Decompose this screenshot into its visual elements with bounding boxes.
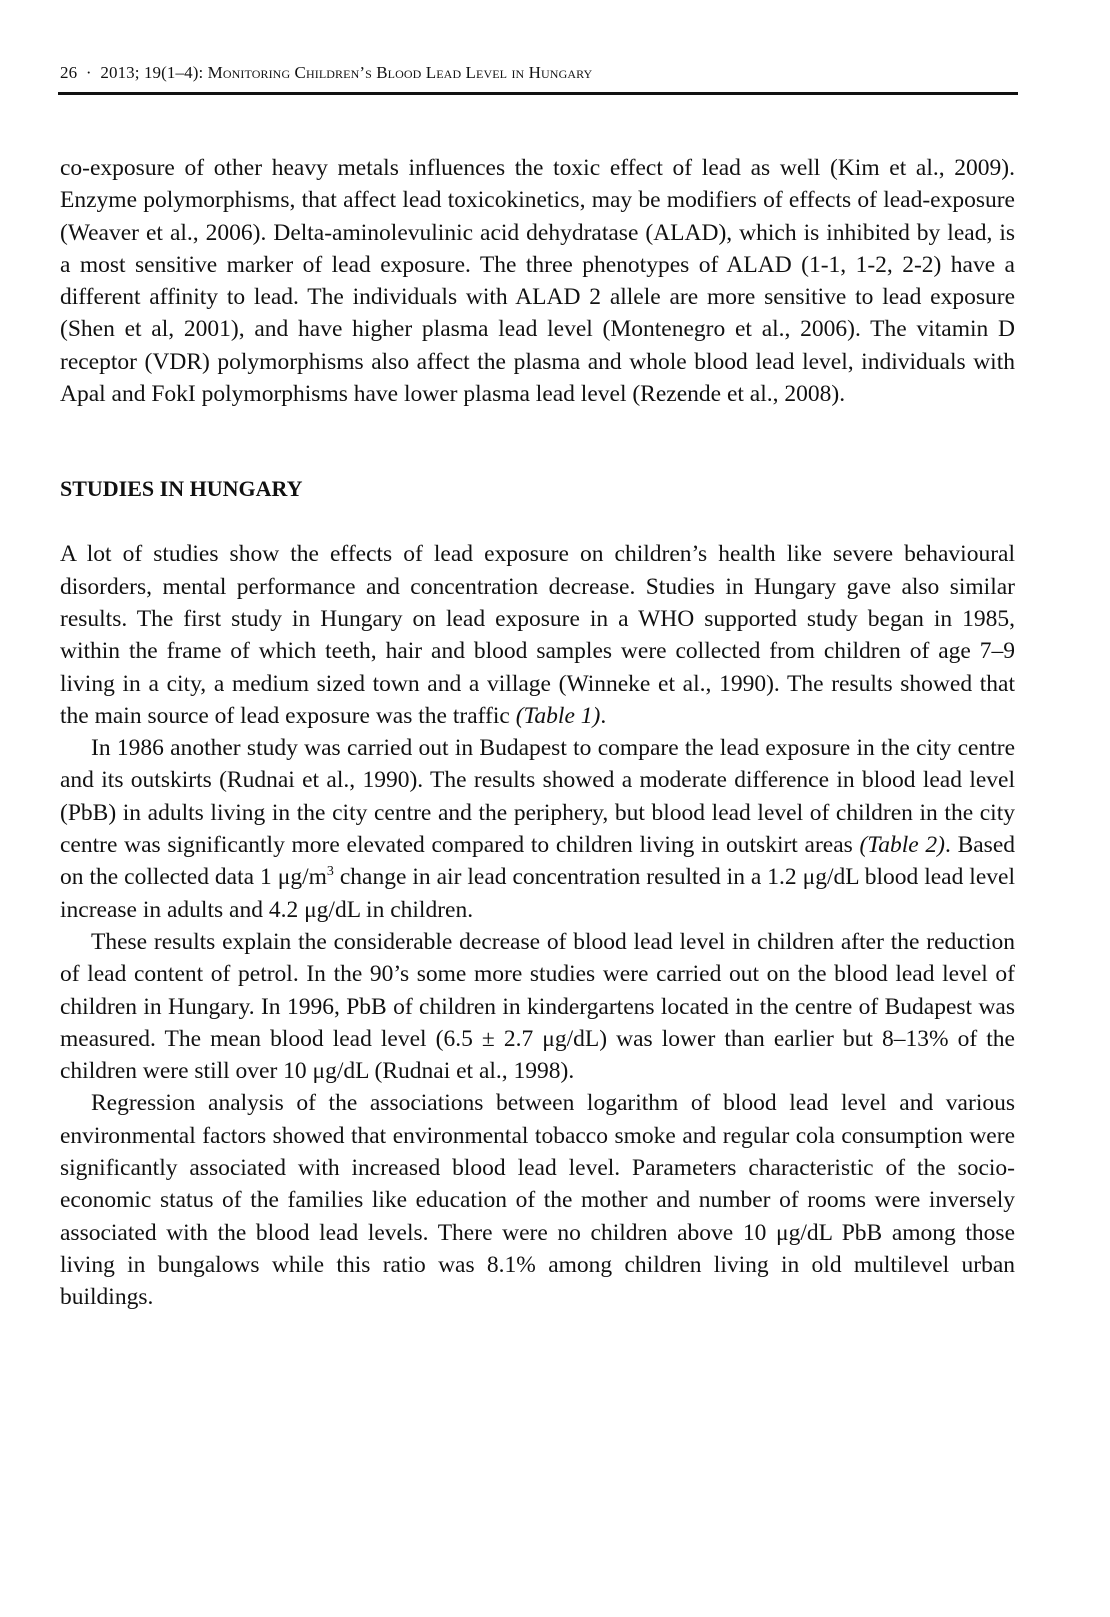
header-rule [58,92,1018,95]
article-body [60,152,1015,1314]
paragraph-regression: Regression analysis of the associations between logarithm of blood lead level and various environmental factors showed that environmental tobacco smoke and regular cola consumption were significantly associated with increased blood lead level. Parameters characteristic of the socio-economic status of the families like education of the mother and number of rooms were inversely associated with the blood lead levels. There were no children above 10 μg/dL PbB among those living in bungalows while this ratio was 8.1% among children living in old multilevel urban buildings. [60,1090,1015,1311]
table-2-reference[interactable]: (Table 2) [859,832,945,859]
paragraph-continued: co-exposure of other heavy metals influences the toxic effect of lead as well (Kim et al., 2009). Enzyme polymorphisms, that affect lead toxicokinetics, may be modifiers of effects of lead-exposure (Weaver et al., 2006). Delta-aminolevulinic acid dehydratase (ALAD), which is inhibited by lead, is a most sensitive marker of lead exposure. The three phenotypes of ALAD (1-1, 1-2, 2-2) have a different affinity to lead. The individuals with ALAD 2 allele are more sensitive to lead exposure (Shen et al, 2001), and have higher plasma lead level (Montenegro et al., 2006). The vitamin D receptor (VDR) polymorphisms also affect the plasma and whole blood lead level, individuals with Apal and FokI polymorphisms have lower plasma lead level (Rezende et al., 2008). [60,155,1015,408]
section-heading: STUDIES IN HUNGARY [60,476,303,502]
header-separator: · [85,63,92,82]
page-number: 26 [60,63,78,82]
running-header [60,62,1018,84]
running-title: Monitoring Children’s Blood Lead Level in Hungary [207,63,593,82]
table-1-reference[interactable]: (Table 1) [515,702,601,729]
journal-citation: 2013; 19(1–4): [100,63,204,82]
paragraph-petrol-reduction: These results explain the considerable decrease of blood lead level in children after the reduction of lead content of petrol. In the 90’s some more studies were carried out on the blood lead level of children in Hungary. In 1996, PbB of children in kindergartens located in the centre of Budapest was measured. The mean blood lead level (6.5 ± 2.7 μg/dL) was lower than earlier but 8–13% of the children were still over 10 μg/dL (Rudnai et al., 1998). [60,928,1015,1085]
paragraph-intro: A lot of studies show the effects of lead exposure on children’s health like severe behavioural disorders, mental performance and concentration decrease. Studies in Hungary gave also similar results. The first study in Hungary on lead exposure in a WHO supported study began in 1985, within the frame of which teeth, hair and blood samples were collected from children of age 7–9 living in a city, a medium sized town and a village (Winneke et al., 1990). The results showed that the main source of lead exposure was the traffic (Table 1). [60,541,1015,729]
paragraph-budapest-1986: In 1986 another study was carried out in Budapest to compare the lead exposure in the city centre and its outskirts (Rudnai et al., 1990). The results showed a moderate difference in blood lead level (PbB) in adults living in the city centre and the periphery, but blood lead level of children in the city centre was significantly more elevated compared to children living in outskirt areas (Table 2). Based on the collected data 1 $\mu g/m^3$ change in air lead concentration resulted in a 1.2 μg/dL blood lead level increase in adults and 4.2 μg/dL in children. [60,735,1016,923]
